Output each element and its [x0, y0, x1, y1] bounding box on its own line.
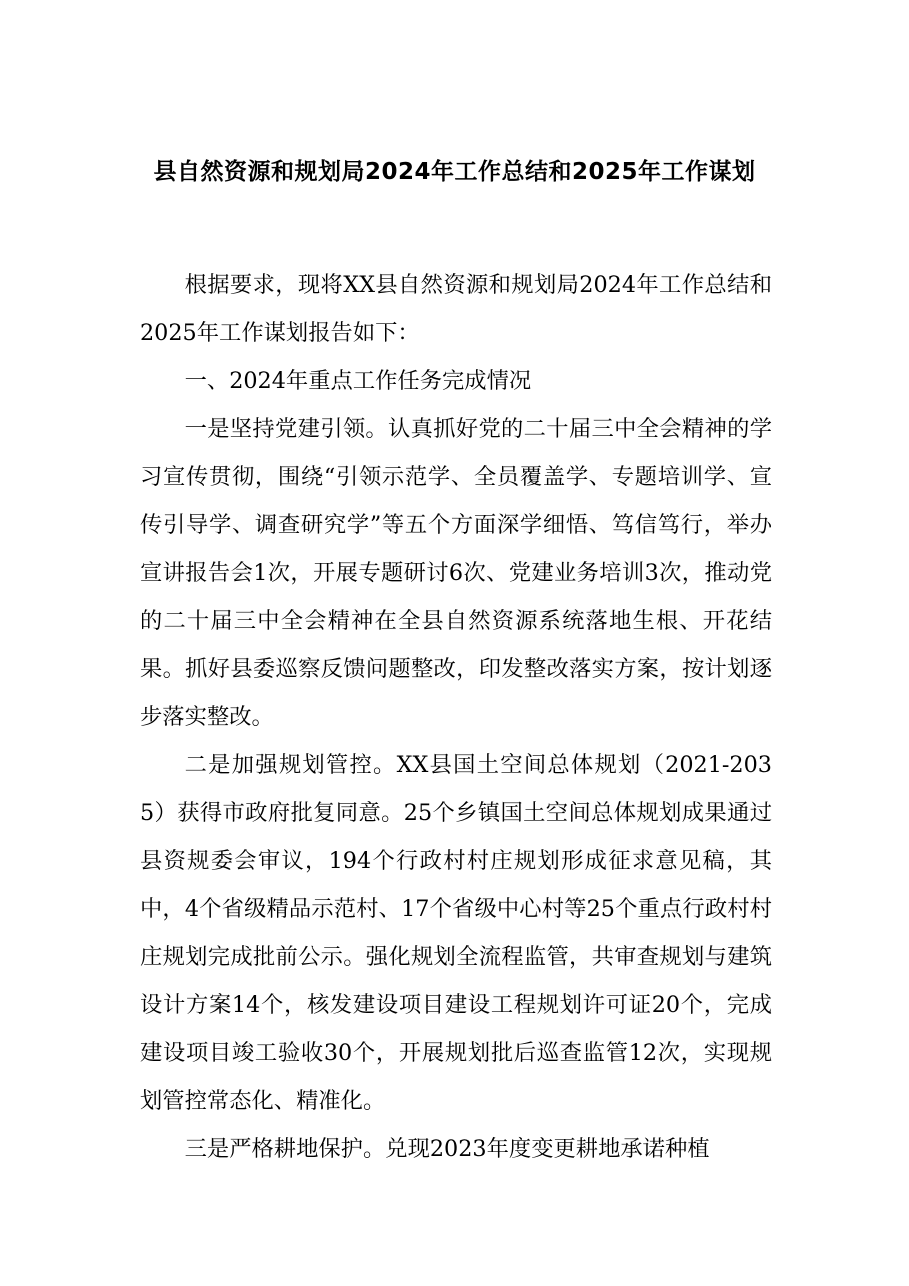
- section-heading-1: 一、2024年重点工作任务完成情况: [184, 368, 532, 394]
- paragraph-farmland-protection: 三是严格耕地保护。兑现2023年度变更耕地承诺种植: [184, 1136, 710, 1162]
- paragraph-intro: 根据要求，现将XX县自然资源和规划局2024年工作总结和2025年工作谋划报告如下：: [140, 272, 772, 346]
- paragraph-planning-control: 二是加强规划管控。XX县国土空间总体规划（2021-2035）获得市政府批复同意。25个乡镇国土空间总体规划成果通过县资规委会审议，194个行政村村庄规划形成征求意见稿，其中，4个省级精品示范村、17个省级中心村等25个重点行政村村庄规划完成批前公示。强化规划全流程监管，共审查规划与建筑设计方案14个，核发建设项目建设工程规划许可证20个，完成建设项目竣工验收30个，开展规划批后巡查监管12次，实现规划管控常态化、精准化。: [140, 752, 772, 1114]
- document-title: 县自然资源和规划局2024年工作总结和2025年工作谋划: [153, 159, 756, 185]
- paragraph-party-building: 一是坚持党建引领。认真抓好党的二十届三中全会精神的学习宣传贯彻，围绕“引领示范学、全员覆盖学、专题培训学、宣传引导学、调查研究学”等五个方面深学细悟、笃信笃行，举办宣讲报告会1次，开展专题研讨6次、党建业务培训3次，推动党的二十届三中全会精神在全县自然资源系统落地生根、开花结果。抓好县委巡察反馈问题整改，印发整改落实方案，按计划逐步落实整改。: [140, 416, 772, 730]
- document-body: [140, 261, 772, 1173]
